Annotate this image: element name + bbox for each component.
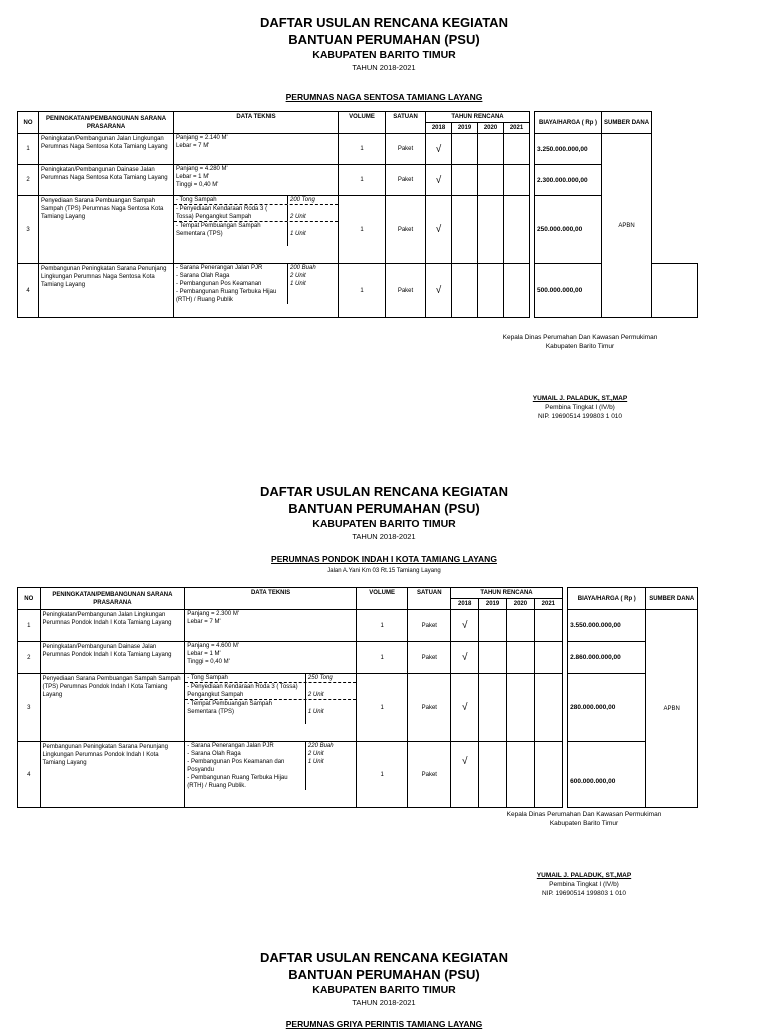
title-line-1: DAFTAR USULAN RENCANA KEGIATAN bbox=[260, 484, 508, 499]
col-volume: VOLUME bbox=[356, 588, 407, 610]
row-biaya: 280.000.000,00 bbox=[568, 674, 646, 742]
row-volume: 1 bbox=[356, 674, 407, 742]
col-volume: VOLUME bbox=[339, 112, 386, 134]
row-satuan: Paket bbox=[386, 134, 426, 165]
row-no: 1 bbox=[18, 134, 39, 165]
table-row bbox=[18, 742, 698, 808]
section-subtitle: PERUMNAS NAGA SENTOSA TAMIANG LAYANG bbox=[285, 92, 483, 102]
row-kegiatan: Penyediaan Sarana Pembuangan Sampah Sampah (TPS) Perumnas Pondok Indah I Kota Tamiang Layang bbox=[40, 674, 185, 742]
col-year: 2018 bbox=[451, 599, 479, 610]
row-satuan: Paket bbox=[408, 610, 451, 642]
table-row bbox=[18, 196, 698, 264]
row-volume: 1 bbox=[339, 196, 386, 264]
col-no: NO bbox=[18, 588, 41, 610]
teknis-line: Panjang = 2.140 M' bbox=[176, 135, 228, 141]
row-no: 2 bbox=[18, 165, 39, 196]
row-biaya: 3.550.000.000,00 bbox=[568, 610, 646, 642]
check-mark-icon: √ bbox=[451, 610, 479, 642]
row-teknis bbox=[174, 134, 339, 165]
teknis-item: - Tong Sampah 200 Tong bbox=[174, 196, 338, 204]
row-teknis bbox=[174, 165, 339, 196]
col-biaya: BIAYA/HARGA ( Rp ) bbox=[568, 588, 646, 610]
signature-block: Kepala Dinas Perumahan Dan Kawasan Permukiman Kabupaten Barito Timur bbox=[502, 334, 658, 350]
signatory: YUMAIL J. PALADUK, ST.,MAP Pembina Tingkat I (IV/b) NIP. 19690514 199803 1 010 bbox=[470, 394, 690, 421]
col-satuan: SATUAN bbox=[386, 112, 426, 134]
table-row bbox=[18, 610, 698, 642]
teknis-line: Lebar = 1 M' bbox=[176, 174, 210, 180]
row-biaya: 2.860.000.000,00 bbox=[568, 642, 646, 674]
row-no: 1 bbox=[18, 610, 41, 642]
col-year: 2021 bbox=[534, 599, 562, 610]
col-year: 2018 bbox=[426, 123, 452, 134]
table-row bbox=[18, 165, 698, 196]
row-no: 3 bbox=[18, 674, 41, 742]
tahun-label: TAHUN 2018-2021 bbox=[352, 532, 416, 541]
document-header-3 bbox=[0, 949, 768, 1008]
row-satuan: Paket bbox=[386, 165, 426, 196]
row-satuan: Paket bbox=[408, 642, 451, 674]
tahun-label: TAHUN 2018-2021 bbox=[352, 63, 416, 72]
row-biaya: 250.000.000,00 bbox=[535, 196, 602, 264]
row-sumber: APBN bbox=[602, 134, 652, 318]
row-satuan: Paket bbox=[408, 742, 451, 808]
row-kegiatan: Peningkatan/Pembangunan Jalan Lingkungan Perumnas Pondok Indah I Kota Tamiang Layang bbox=[40, 610, 185, 642]
row-kegiatan: Peningkatan/Pembangunan Jalan Lingkungan Perumnas Naga Sentosa Kota Tamiang Layang bbox=[39, 134, 174, 165]
document-header-2 bbox=[0, 483, 768, 542]
col-tahun: TAHUN RENCANA bbox=[426, 112, 530, 123]
rencana-table-2 bbox=[17, 587, 698, 808]
teknis-line: Panjang = 4.280 M' bbox=[176, 166, 228, 172]
row-no: 2 bbox=[18, 642, 41, 674]
check-mark-icon: √ bbox=[426, 196, 452, 264]
kabupaten-label: KABUPATEN BARITO TIMUR bbox=[312, 518, 456, 530]
teknis-item: - Tempat Pembuangan Sampah Sementara (TPS) 1 Unit bbox=[174, 221, 338, 246]
teknis-item: - Sarana Penerangan Jalan PJR - Sarana Olah Raga - Pembangunan Pos Keamanan dan Posyandu - Pembangunan Ruang Terbuka Hijau (RTH) / Ruang Publik. 220 Buah 2 Unit 1 Unit bbox=[185, 742, 356, 790]
row-volume: 1 bbox=[339, 264, 386, 318]
col-sumber: SUMBER DANA bbox=[646, 588, 698, 610]
row-teknis: Panjang = 2.300 M' Lebar = 7 M' bbox=[185, 610, 357, 642]
kabupaten-label: KABUPATEN BARITO TIMUR bbox=[312, 984, 456, 996]
row-no: 4 bbox=[18, 264, 39, 318]
row-teknis bbox=[174, 264, 339, 318]
col-sumber: SUMBER DANA bbox=[602, 112, 652, 134]
row-kegiatan: Pembangunan Peningkatan Sarana Penunjang Lingkungan Perumnas Pondok Indah I Kota Tamiang Layang bbox=[40, 742, 185, 808]
title-line-1: DAFTAR USULAN RENCANA KEGIATAN bbox=[260, 950, 508, 965]
row-satuan: Paket bbox=[386, 196, 426, 264]
col-year: 2019 bbox=[479, 599, 507, 610]
row-volume: 1 bbox=[339, 165, 386, 196]
col-satuan: SATUAN bbox=[408, 588, 451, 610]
row-sumber: APBN bbox=[646, 610, 698, 808]
teknis-line: Lebar = 7 M' bbox=[176, 143, 210, 149]
col-tahun: TAHUN RENCANA bbox=[451, 588, 563, 599]
table-row bbox=[18, 264, 698, 318]
row-kegiatan: Peningkatan/Pembangunan Dainase Jalan Perumnas Naga Sentosa Kota Tamiang Layang bbox=[39, 165, 174, 196]
col-kegiatan: PENINGKATAN/PEMBANGUNAN SARANA PRASARANA bbox=[39, 112, 174, 134]
teknis-item: - Penyediaan Kendaraan Roda 3 ( Tossa) Pengangkut Sampah 2 Unit bbox=[174, 204, 338, 221]
row-volume: 1 bbox=[356, 742, 407, 808]
teknis-item: - Penyediaan Kendaraan Roda 3 ( Tossa) Pengangkut Sampah 2 Unit bbox=[185, 682, 356, 699]
row-biaya: 500.000.000,00 bbox=[535, 264, 602, 318]
signature-block: Kepala Dinas Perumahan Dan Kawasan Permukiman Kabupaten Barito Timur bbox=[506, 811, 662, 827]
table-row bbox=[18, 642, 698, 674]
row-biaya: 600.000.000,00 bbox=[568, 742, 646, 808]
row-teknis bbox=[185, 674, 357, 742]
teknis-item: - Tempat Pembuangan Sampah Sementara (TPS) 1 Unit bbox=[185, 699, 356, 724]
col-biaya: BIAYA/HARGA ( Rp ) bbox=[535, 112, 602, 134]
title-line-2: BANTUAN PERUMAHAN (PSU) bbox=[288, 967, 480, 982]
title-line-1: DAFTAR USULAN RENCANA KEGIATAN bbox=[260, 15, 508, 30]
col-year: 2020 bbox=[507, 599, 535, 610]
location-label: Jalan A.Yani Km 03 Rt.15 Tamiang Layang bbox=[327, 568, 441, 574]
check-mark-icon: √ bbox=[451, 742, 479, 808]
document-header-1 bbox=[0, 14, 768, 73]
row-teknis: Panjang = 4.600 M' Lebar = 1 M' Tinggi = 0,40 M' bbox=[185, 642, 357, 674]
signatory-name: YUMAIL J. PALADUK, ST.,MAP bbox=[536, 872, 632, 879]
teknis-item: - Sarana Penerangan Jalan PJR - Sarana Olah Raga - Pembangunan Pos Keamanan - Pembangunan Ruang Terbuka Hijau (RTH) / Ruang Publik 200 Buah 2 Unit 1 Unit bbox=[174, 264, 338, 304]
section-subtitle: PERUMNAS PONDOK INDAH I KOTA TAMIANG LAYANG bbox=[271, 554, 497, 564]
title-line-2: BANTUAN PERUMAHAN (PSU) bbox=[288, 32, 480, 47]
check-mark-icon: √ bbox=[451, 642, 479, 674]
teknis-line: Tinggi = 0,40 M' bbox=[176, 182, 219, 188]
row-no: 4 bbox=[18, 742, 41, 808]
title-line-2: BANTUAN PERUMAHAN (PSU) bbox=[288, 501, 480, 516]
row-biaya: 3.250.000.000,00 bbox=[535, 134, 602, 165]
row-teknis bbox=[174, 196, 339, 264]
col-no: NO bbox=[18, 112, 39, 134]
row-teknis bbox=[185, 742, 357, 808]
col-teknis: DATA TEKNIS bbox=[185, 588, 357, 610]
col-year: 2020 bbox=[478, 123, 504, 134]
row-volume: 1 bbox=[339, 134, 386, 165]
check-mark-icon: √ bbox=[426, 165, 452, 196]
row-volume: 1 bbox=[356, 642, 407, 674]
row-kegiatan: Pembangunan Peningkatan Sarana Penunjang Lingkungan Perumnas Naga Sentosa Kota Tamiang Layang bbox=[39, 264, 174, 318]
col-kegiatan: PENINGKATAN/PEMBANGUNAN SARANA PRASARANA bbox=[40, 588, 185, 610]
teknis-item: - Tong Sampah 250 Tong bbox=[185, 674, 356, 682]
tahun-label: TAHUN 2018-2021 bbox=[352, 998, 416, 1007]
row-volume: 1 bbox=[356, 610, 407, 642]
signatory-name: YUMAIL J. PALADUK, ST.,MAP bbox=[532, 395, 628, 402]
row-satuan: Paket bbox=[386, 264, 426, 318]
col-teknis: DATA TEKNIS bbox=[174, 112, 339, 134]
signatory: YUMAIL J. PALADUK, ST.,MAP Pembina Tingkat I (IV/b) NIP. 19690514 199803 1 010 bbox=[474, 871, 694, 898]
table-row bbox=[18, 674, 698, 742]
row-satuan: Paket bbox=[408, 674, 451, 742]
section-subtitle: PERUMNAS GRIYA PERINTIS TAMIANG LAYANG bbox=[285, 1019, 483, 1029]
col-year: 2021 bbox=[504, 123, 530, 134]
row-kegiatan: Penyediaan Sarana Pembuangan Sampah Sampah (TPS) Perumnas Naga Sentosa Kota Tamiang Layang bbox=[39, 196, 174, 264]
check-mark-icon: √ bbox=[426, 264, 452, 318]
row-biaya: 2.300.000.000,00 bbox=[535, 165, 602, 196]
col-year: 2019 bbox=[452, 123, 478, 134]
check-mark-icon: √ bbox=[426, 134, 452, 165]
row-kegiatan: Peningkatan/Pembangunan Dainase Jalan Perumnas Pondok Indah I Kota Tamiang Layang bbox=[40, 642, 185, 674]
rencana-table-1 bbox=[17, 111, 698, 318]
kabupaten-label: KABUPATEN BARITO TIMUR bbox=[312, 49, 456, 61]
row-no: 3 bbox=[18, 196, 39, 264]
check-mark-icon: √ bbox=[451, 674, 479, 742]
table-row bbox=[18, 134, 698, 165]
